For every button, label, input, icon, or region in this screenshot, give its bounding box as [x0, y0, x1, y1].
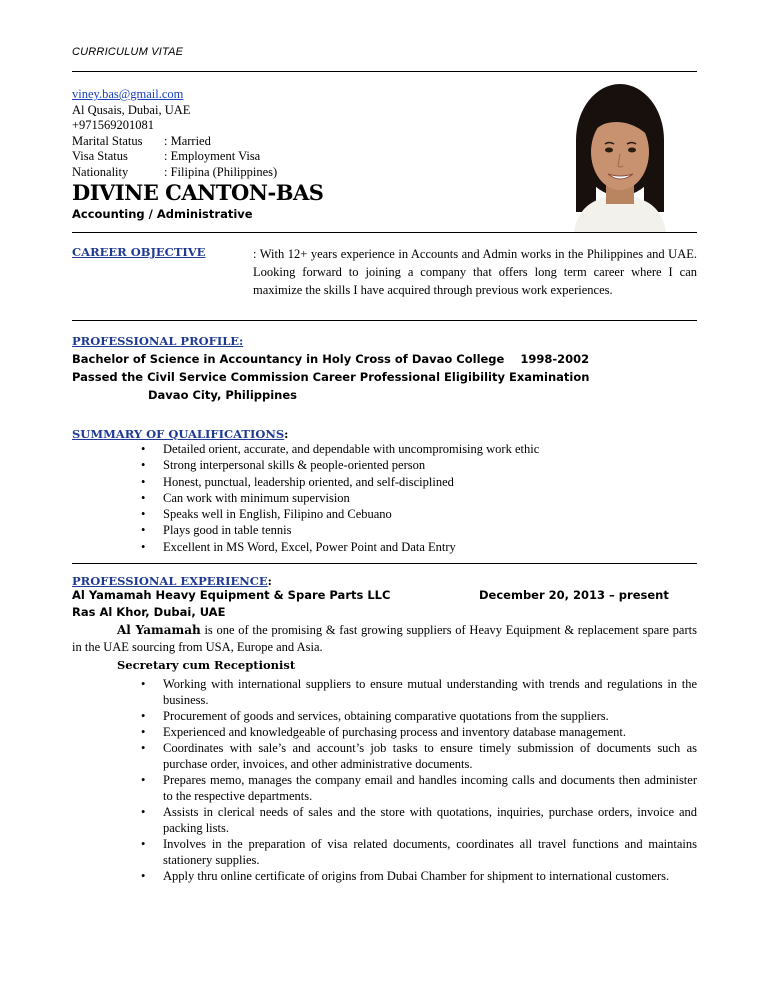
detail-value: : Filipina (Philippines)	[164, 164, 278, 179]
experience-colon: :	[267, 574, 272, 588]
detail-key: Marital Status	[72, 133, 143, 148]
address: Al Qusais, Dubai, UAE	[72, 102, 191, 117]
company-description	[72, 622, 697, 656]
list-item: • Working with international suppliers to ensure mutual understanding with trends and regulations in the business.	[163, 676, 697, 708]
detail-marital	[72, 134, 277, 150]
qualifications-title-text: SUMMARY OF QUALIFICATIONS	[72, 427, 285, 441]
phone: +971569201081	[72, 118, 155, 132]
list-item: • Plays good in table tennis	[163, 522, 539, 538]
career-objective-text: : With 12+ years experience in Accounts and Admin works in the Philippines and UAE. Looking forward to joining a company that offers long term career where I can maximize the skills I have acquired through previous work experiences.	[253, 247, 697, 297]
header-rule	[72, 71, 697, 72]
section-rule	[72, 320, 697, 321]
duties-list	[163, 676, 697, 884]
candidate-name: DIVINE CANTON-BAS	[72, 180, 324, 205]
detail-key: Visa Status	[72, 149, 128, 163]
detail-value: : Employment Visa	[164, 149, 261, 163]
experience-title	[72, 570, 272, 589]
document-header: CURRICULUM VITAE	[72, 46, 184, 58]
qualifications-title	[72, 423, 288, 442]
detail-key: Nationality	[72, 164, 129, 179]
list-item: • Strong interpersonal skills & people-oriented person	[163, 457, 539, 473]
list-item: • Procurement of goods and services, obtaining comparative quotations from the suppliers.	[163, 708, 697, 724]
list-item: • Excellent in MS Word, Excel, Power Point and Data Entry	[163, 539, 539, 555]
list-item: • Prepares memo, manages the company email and handles incoming calls and documents then administer to the respective departments.	[163, 772, 697, 804]
employment-date: December 20, 2013 – present	[479, 588, 669, 602]
section-rule	[72, 563, 697, 564]
list-item: • Speaks well in English, Filipino and Cebuano	[163, 506, 539, 522]
detail-nationality	[72, 165, 277, 181]
company-location: Ras Al Khor, Dubai, UAE	[72, 605, 226, 619]
detail-value: : Married	[164, 133, 211, 148]
list-item: • Coordinates with sale’s and account’s job tasks to ensure timely submission of documents such as purchase order, invoices, and other administrative documents.	[163, 740, 697, 772]
detail-visa	[72, 149, 277, 165]
list-item: • Honest, punctual, leadership oriented, and self-disciplined	[163, 474, 539, 490]
profile-degree: Bachelor of Science in Accountancy in Holy Cross of Davao College 1998-2002	[72, 352, 590, 366]
profile-location: Davao City, Philippines	[148, 388, 298, 402]
profile-photo	[566, 78, 674, 232]
list-item: • Apply thru online certificate of origins from Dubai Chamber for shipment to international customers.	[163, 868, 697, 884]
email-link[interactable]: viney.bas@gmail.com	[72, 87, 184, 101]
company-name: Al Yamamah Heavy Equipment & Spare Parts LLC	[72, 588, 391, 602]
section-rule	[72, 232, 697, 233]
professional-profile-title: PROFESSIONAL PROFILE:	[72, 334, 244, 348]
qualifications-colon: :	[284, 427, 289, 441]
position-title: Secretary cum Receptionist	[117, 658, 296, 672]
profile-eligibility: Passed the Civil Service Commission Career Professional Eligibility Examination	[72, 370, 590, 384]
list-item: • Detailed orient, accurate, and dependable with uncompromising work ethic	[163, 441, 539, 457]
list-item: • Assists in clerical needs of sales and the store with quotations, inquiries, purchase orders, invoice and packing lists.	[163, 804, 697, 836]
contact-block	[72, 87, 277, 180]
list-item: • Can work with minimum supervision	[163, 490, 539, 506]
company-description-text: is one of the promising & fast growing suppliers of Heavy Equipment & replacement spare parts in the UAE sourcing from USA, Europe and Asia.	[72, 623, 697, 654]
candidate-role: Accounting / Administrative	[72, 207, 253, 221]
career-objective-title: CAREER OBJECTIVE	[72, 245, 206, 259]
company-description-name: Al Yamamah	[117, 623, 201, 637]
qualifications-list	[163, 441, 539, 555]
experience-title-text: PROFESSIONAL EXPERIENCE	[72, 574, 268, 588]
list-item: • Experienced and knowledgeable of purchasing process and inventory database management.	[163, 724, 697, 740]
list-item: • Involves in the preparation of visa related documents, coordinates all travel functions and maintains stationery supplies.	[163, 836, 697, 868]
